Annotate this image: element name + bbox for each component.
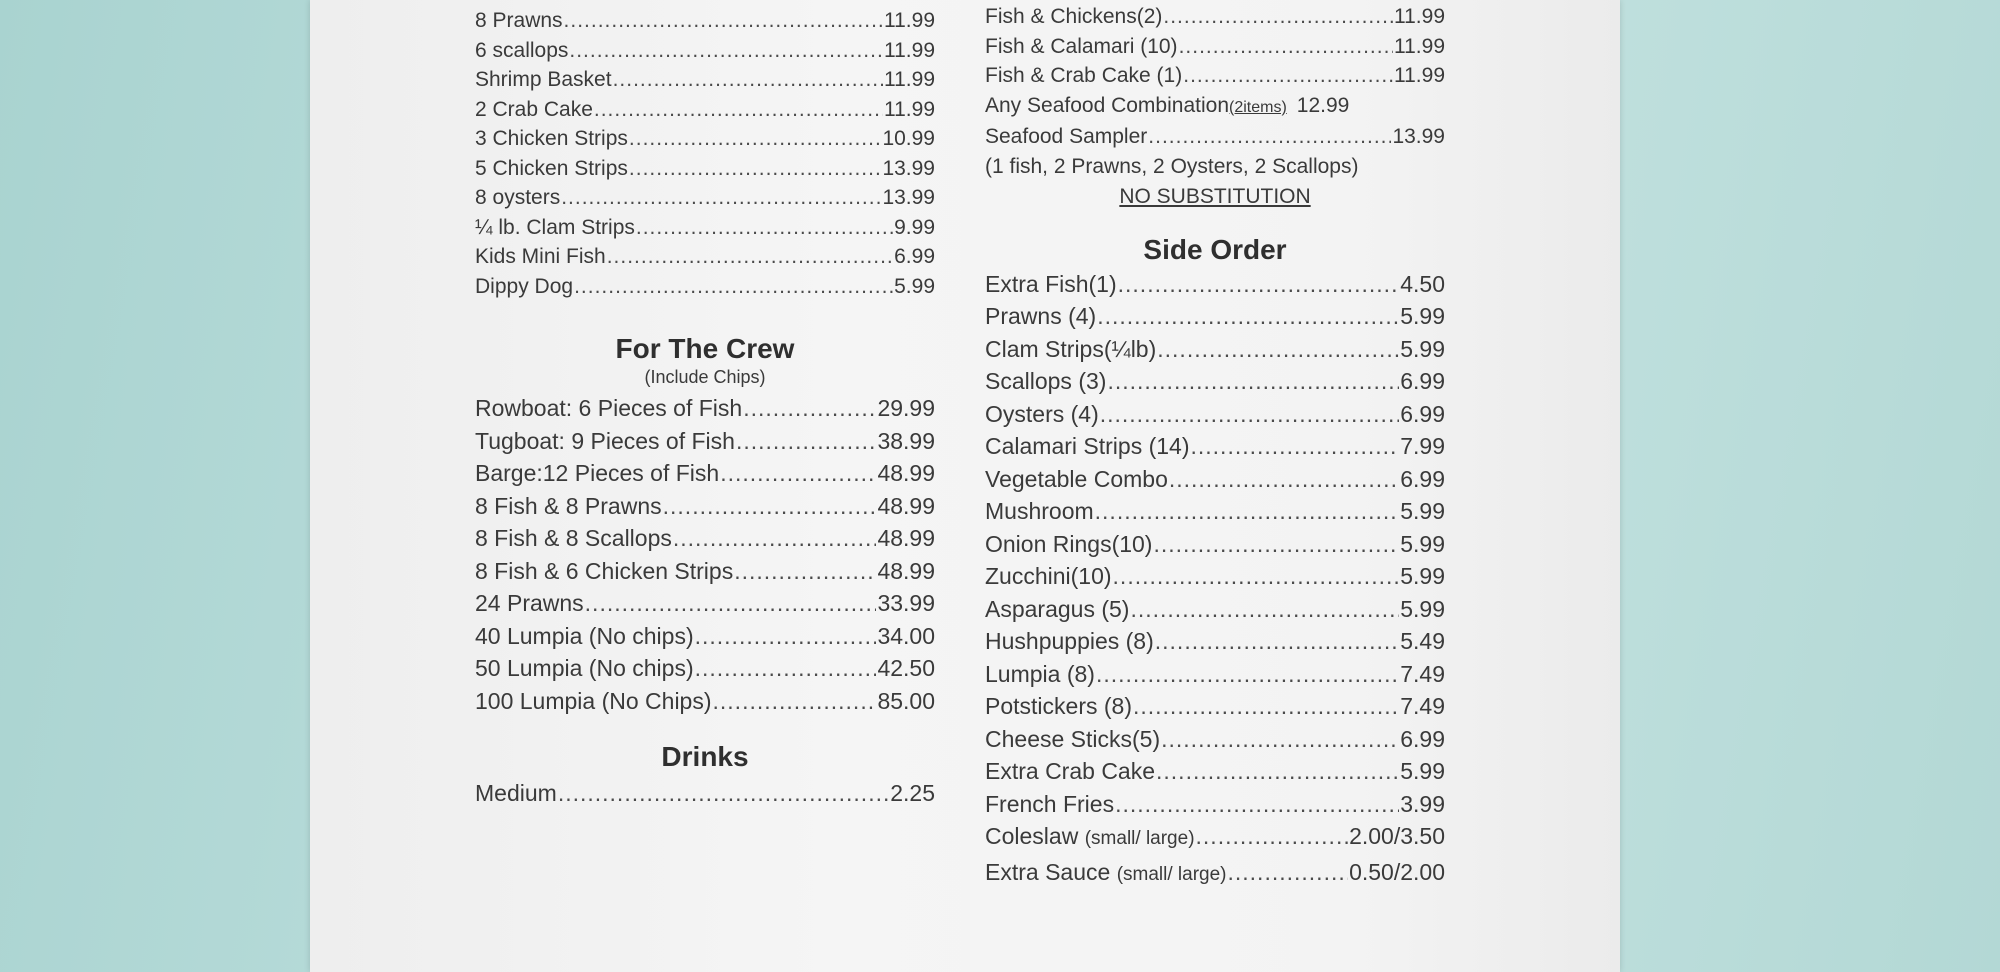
item-price: 2.00/3.50 — [1349, 823, 1445, 849]
menu-item — [985, 723, 1445, 756]
menu-item — [985, 463, 1445, 496]
item-name: 5 Chicken Strips — [475, 156, 628, 180]
menu-item — [475, 425, 935, 458]
no-substitution-note: NO SUBSTITUTION — [1119, 184, 1311, 208]
menu-item — [985, 788, 1445, 821]
item-price: 6.99 — [1400, 725, 1445, 752]
menu-item — [985, 528, 1445, 561]
item-price: 6.99 — [1400, 400, 1445, 427]
menu-item — [985, 365, 1445, 398]
item-name: Fish & Chickens(2) — [985, 5, 1163, 28]
item-name: Mushroom — [985, 498, 1094, 524]
item-name: Extra Fish(1) — [985, 270, 1117, 297]
menu-item-sampler — [985, 122, 1445, 152]
item-price: 10.99 — [882, 127, 935, 150]
menu-item-extra-sauce — [985, 856, 1445, 892]
menu-item — [475, 392, 935, 425]
item-name: Fish & Calamari (10) — [985, 34, 1178, 58]
menu-item — [475, 124, 935, 154]
menu-item — [475, 213, 935, 243]
item-price: 5.99 — [1400, 758, 1445, 784]
item-qualifier: (small/ large) — [1116, 863, 1227, 885]
item-name: Asparagus (5) — [985, 595, 1130, 622]
item-price: 7.49 — [1400, 660, 1445, 687]
item-price: 29.99 — [877, 395, 935, 421]
menu-item — [475, 95, 935, 125]
item-name: 40 Lumpia (No chips) — [475, 622, 694, 649]
item-price: 5.99 — [1400, 303, 1445, 329]
item-name: 100 Lumpia (No Chips) — [475, 687, 712, 714]
drinks-section — [475, 741, 935, 810]
item-name: Shrimp Basket — [475, 68, 612, 91]
item-price: 5.49 — [1400, 628, 1445, 654]
item-price: 9.99 — [894, 215, 935, 239]
item-price: 13.99 — [882, 186, 935, 209]
item-price: 5.99 — [1400, 335, 1445, 362]
item-name: Tugboat: 9 Pieces of Fish — [475, 427, 735, 454]
item-price: 3.99 — [1400, 790, 1445, 817]
item-price: 33.99 — [877, 590, 935, 616]
menu-item-coleslaw — [985, 820, 1445, 856]
menu-item — [475, 555, 935, 588]
menu-item — [475, 685, 935, 718]
menu-item — [985, 495, 1445, 528]
item-price: 5.99 — [1400, 595, 1445, 622]
menu-item — [475, 183, 935, 213]
menu-item — [985, 268, 1445, 301]
item-price: 2.25 — [890, 780, 935, 806]
item-name: Barge:12 Pieces of Fish — [475, 460, 720, 486]
item-price: 5.99 — [1400, 530, 1445, 557]
combo-list — [985, 2, 1445, 212]
item-name: Rowboat: 6 Pieces of Fish — [475, 395, 743, 421]
menu-item — [985, 593, 1445, 626]
item-price: 12.99 — [1296, 93, 1350, 117]
menu-item — [475, 457, 935, 490]
menu-item — [475, 587, 935, 620]
drinks-heading: Drinks — [661, 741, 749, 772]
sampler-note: (1 fish, 2 Prawns, 2 Oysters, 2 Scallops) — [985, 154, 1359, 178]
item-price: 42.50 — [877, 655, 935, 681]
item-name: Hushpuppies (8) — [985, 628, 1154, 654]
menu-item — [475, 777, 935, 810]
side-order-section — [985, 234, 1445, 892]
item-price: 13.99 — [882, 156, 935, 180]
top-items-list — [475, 6, 935, 301]
menu-item — [985, 300, 1445, 333]
item-price: 48.99 — [877, 557, 935, 584]
menu-item — [475, 242, 935, 272]
menu-item — [985, 398, 1445, 431]
menu-item — [985, 755, 1445, 788]
menu-item-any-combo — [985, 91, 1445, 123]
item-name: Scallops (3) — [985, 368, 1107, 394]
item-price: 0.50/2.00 — [1349, 858, 1445, 885]
item-name: Extra Sauce — [985, 858, 1111, 885]
item-name: Clam Strips(¼lb) — [985, 335, 1157, 362]
item-name: 8 Prawns — [475, 9, 563, 32]
item-price: 11.99 — [884, 68, 935, 91]
item-name: Lumpia (8) — [985, 660, 1095, 687]
item-price: 7.99 — [1400, 433, 1445, 459]
item-price: 13.99 — [1392, 125, 1445, 148]
side-order-heading: Side Order — [1143, 233, 1287, 265]
item-name: Dippy Dog — [475, 274, 574, 298]
item-name: 50 Lumpia (No chips) — [475, 655, 694, 681]
item-qualifier: (2items) — [1229, 98, 1287, 116]
item-name: 8 Fish & 8 Prawns — [475, 492, 662, 519]
menu-item — [475, 652, 935, 685]
item-name: 3 Chicken Strips — [475, 127, 628, 150]
menu-item — [475, 272, 935, 302]
item-name: Fish & Crab Cake (1) — [985, 64, 1183, 87]
menu-item — [985, 560, 1445, 593]
menu-item — [475, 6, 935, 36]
item-name: French Fries — [985, 790, 1115, 817]
item-price: 5.99 — [1400, 498, 1445, 524]
menu-item — [985, 430, 1445, 463]
item-name: Vegetable Combo — [985, 465, 1168, 492]
item-price: 11.99 — [1394, 64, 1445, 87]
menu-item — [985, 32, 1445, 62]
menu-item — [475, 65, 935, 95]
menu-item — [475, 522, 935, 555]
menu-item — [985, 61, 1445, 91]
crew-note: (Include Chips) — [644, 367, 766, 387]
item-name: ¼ lb. Clam Strips — [475, 215, 635, 239]
item-price: 7.49 — [1400, 693, 1445, 719]
item-name: Calamari Strips (14) — [985, 433, 1190, 459]
item-name: Medium — [475, 780, 557, 806]
item-price: 5.99 — [894, 274, 935, 298]
item-name: 24 Prawns — [475, 590, 584, 616]
item-name: Seafood Sampler — [985, 125, 1148, 148]
item-name: Prawns (4) — [985, 303, 1097, 329]
item-price: 4.50 — [1400, 270, 1445, 297]
item-price: 48.99 — [877, 525, 935, 551]
menu-item — [475, 490, 935, 523]
crew-section — [475, 333, 935, 717]
menu-left-column — [475, 6, 935, 810]
item-price: 11.99 — [1394, 34, 1445, 58]
menu-item — [985, 625, 1445, 658]
menu-item — [985, 333, 1445, 366]
item-name: 6 scallops — [475, 38, 569, 62]
item-price: 11.99 — [884, 97, 935, 121]
menu-item — [985, 658, 1445, 691]
menu-item — [475, 154, 935, 184]
item-name: Extra Crab Cake — [985, 758, 1156, 784]
item-price: 6.99 — [1400, 465, 1445, 492]
item-name: Potstickers (8) — [985, 693, 1132, 719]
item-price: 85.00 — [877, 687, 935, 714]
item-price: 38.99 — [877, 427, 935, 454]
menu-item — [985, 690, 1445, 723]
item-price: 6.99 — [1400, 368, 1445, 394]
item-price: 48.99 — [877, 460, 935, 486]
item-price: 48.99 — [877, 492, 935, 519]
item-price: 11.99 — [1394, 5, 1445, 28]
item-name: Onion Rings(10) — [985, 530, 1153, 557]
item-name: 8 Fish & 8 Scallops — [475, 525, 672, 551]
item-price: 11.99 — [884, 9, 935, 32]
crew-heading: For The Crew — [615, 333, 795, 364]
item-name: Any Seafood Combination — [985, 93, 1229, 117]
item-name: Oysters (4) — [985, 400, 1099, 427]
item-qualifier: (small/ large) — [1084, 828, 1195, 849]
item-name: Kids Mini Fish — [475, 245, 606, 268]
item-name: Zucchini(10) — [985, 563, 1112, 589]
menu-item — [475, 620, 935, 653]
menu-item — [985, 2, 1445, 32]
item-name: 8 Fish & 6 Chicken Strips — [475, 557, 734, 584]
menu-right-column — [985, 2, 1445, 891]
item-name: 2 Crab Cake — [475, 97, 593, 121]
item-name: 8 oysters — [475, 186, 561, 209]
item-name: Cheese Sticks(5) — [985, 725, 1161, 752]
item-name: Coleslaw — [985, 823, 1079, 849]
menu-item — [475, 36, 935, 66]
item-price: 6.99 — [894, 245, 935, 268]
item-price: 5.99 — [1400, 563, 1445, 589]
item-price: 34.00 — [877, 622, 935, 649]
item-price: 11.99 — [884, 38, 935, 62]
